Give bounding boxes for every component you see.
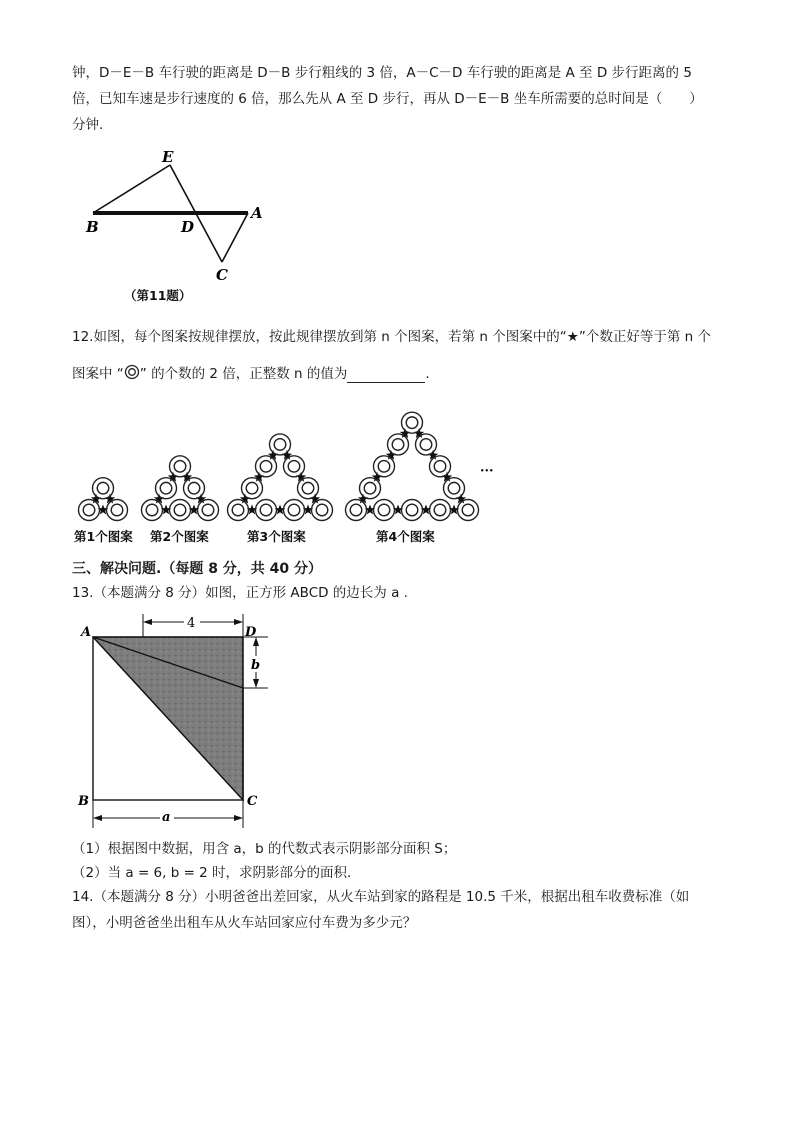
label-d: D [181,218,195,236]
q11-text-line-3: 分钟. [72,117,104,133]
vertex-c: C [247,794,258,809]
q12-line2-pre: 图案中 “ [72,366,124,382]
q13-intro: 13.（本题满分 8 分）如图，正方形 ABCD 的边长为 a . [72,585,408,601]
q12-line2-end: . [425,366,430,382]
q14-text-line-1: 14.（本题满分 8 分）小明爸爸出差回家，从火车站到家的路程是 10.5 千米，根据出租车收费标准（如 [72,889,690,905]
label-c: C [216,266,228,284]
label-a: A [251,204,263,222]
q12-text-line-1: 12.如图，每个图案按规律摆放，按此规律摆放到第 n 个图案，若第 n 个图案中的“★”个数正好等于第 n 个 [72,329,711,345]
dim-top-label: 4 [187,616,196,631]
pattern-caption-3: 第3个图案 [247,529,306,544]
vertex-d: D [245,625,257,640]
dim-side-label: b [251,658,261,673]
q14-text-line-2: 图），小明爸爸坐出租车从火车站回家应付车费为多少元？ [72,915,417,931]
pattern-caption-2: 第2个图案 [150,529,209,544]
section-3-title: 三、解决问题.（每题 8 分，共 40 分） [72,561,323,577]
q11-caption: （第11题） [124,288,192,303]
label-e: E [162,148,174,166]
q13-part-1: （1）根据图中数据，用含 a，b 的代数式表示阴影部分面积 S； [72,841,457,857]
dim-top-arrow-left [143,619,152,625]
dim-bottom-label: a [162,810,171,825]
q11-text-line-2: 倍，已知车速是步行速度的 6 倍，那么先从 A 至 D 步行，再从 D－E－B 坐车所需要的总时间是（ ） [72,91,703,107]
pattern-caption-4: 第4个图案 [376,529,435,544]
q11-text-line-1: 钟，D－E－B 车行驶的距离是 D－B 步行粗线的 3 倍，A－C－D 车行驶的距离是 A 至 D 步行距离的 5 [72,65,692,81]
vertex-b: B [78,794,89,809]
pattern-caption-1: 第1个图案 [74,529,133,544]
label-b: B [86,218,99,236]
dim-top-arrow-right [234,619,243,625]
dim-side-arrow-bottom [253,679,259,688]
dim-bottom-arrow-left [93,815,102,821]
q13-part-2: （2）当 a = 6, b = 2 时，求阴影部分的面积. [72,865,352,881]
pattern-ellipsis: ··· [480,464,494,479]
vertex-a: A [81,625,92,640]
q12-line2-post: ” 的个数的 2 倍，正整数 n 的值为 [139,366,348,382]
dim-bottom-arrow-right [234,815,243,821]
